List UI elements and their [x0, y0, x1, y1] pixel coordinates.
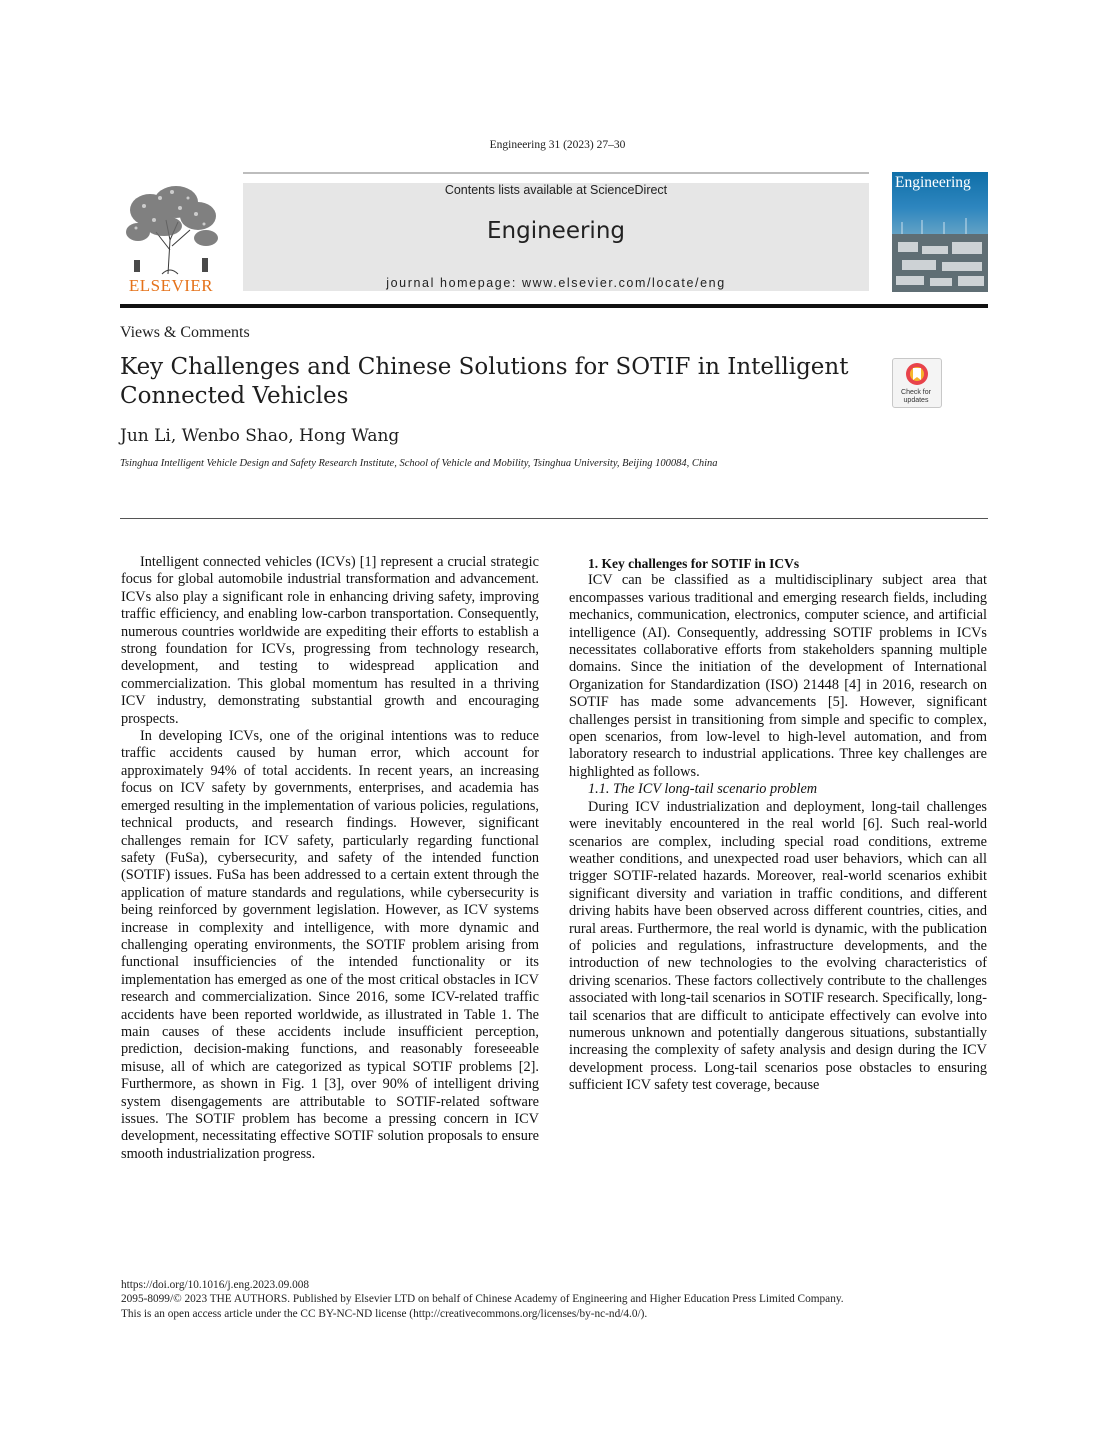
banner-top-rule — [243, 172, 869, 174]
author-affiliation: Tsinghua Intelligent Vehicle Design and Safety Research Institute, School of Vehicle and Mobility, Tsinghua University, Beijing 100084, China — [120, 458, 718, 469]
subsection-heading: 1.1. The ICV long-tail scenario problem — [588, 781, 818, 798]
license-line[interactable]: This is an open access article under the CC BY-NC-ND license (http://creativecommons.org/licenses/by-nc-nd/4.0/). — [121, 1307, 648, 1320]
section-heading: 1. Key challenges for SOTIF in ICVs — [588, 556, 800, 571]
footer — [121, 1278, 1001, 1321]
copyright-line: 2095-8099/© 2023 THE AUTHORS. Published by Elsevier LTD on behalf of Chinese Academy of Engineering and Higher Education Press Limited Company. — [121, 1293, 844, 1306]
paragraph: During ICV industrialization and deployment, long-tail challenges were inevitably encountered in the real world [6]. Such real-world scenarios are complex, including special road conditions, extreme weather conditions, and unexpected road user behaviors, which can all trigger SOTIF-related hazards. Moreover, real-world scenarios exhibit significant diversity and variation in traffic conditions, and different driving habits have been observed across different countries, cities, and rural areas. Furthermore, the real world is dynamic, with the publication of policies and regulations, infrastructure developments, and the introduction of new technologies to the evolving characteristics of driving scenarios. These factors collectively contribute to the challenges associated with long-tail scenarios in SOTIF research. Specifically, long-tail scenarios that are difficult to anticipate effectively can evolve into numerous unknown and potentially dangerous situations, substantially increasing the complexity of safety analysis and design during the ICV development process. Long-tail scenarios pose obstacles to ensuring sufficient ICV safety test coverage, because — [569, 798, 987, 1094]
article-title: Key Challenges and Chinese Solutions for SOTIF in Intelligent Connected Vehicles — [120, 354, 849, 409]
paragraph: In developing ICVs, one of the original intentions was to reduce traffic accidents caused by human error, which account for approximately 94% of total accidents. In recent years, an increasing focus on ICV safety by governments, enterprises, and academia has emerged resulting in the implementation of various policies, regulations, technical products, and research findings. However, significant challenges remain for ICV safety, particularly regarding functional safety (FuSa), cybersecurity, and safety of the intended function (SOTIF) issues. FuSa has been addressed to a certain extent through the application of mature standards and regulations, while cybersecurity is being reinforced by government legislation. However, as ICV systems increase in complexity and intelligence, with more dynamic and challenging operating environments, the SOTIF problem arising from functional insufficiencies of the intended functionality or its implementation has emerged as one of the most critical obstacles in ICV research and commercialization. Since 2016, some ICV-related traffic accidents have been reported worldwide, as illustrated in Table 1. The main causes of these accidents include insufficient perception, prediction, decision-making functions, and reasonably foreseeable misuse, all of which are categorized as typical SOTIF problems [2]. Furthermore, as shown in Fig. 1 [3], over 90% of intelligent driving system disengagements are attributable to SOTIF-related software issues. The SOTIF problem has become a pressing concern in ICV development, necessitating effective SOTIF solution proposals to ensure smooth industrialization progress. — [121, 728, 539, 1162]
bookmark-icon — [893, 359, 941, 389]
contents-available-line[interactable]: Contents lists available at ScienceDirect — [444, 183, 668, 197]
journal-reference: Engineering 31 (2023) 27–30 — [489, 139, 626, 151]
check-for-updates-label: Check for updates — [901, 389, 931, 404]
article-section-label: Views & Comments — [120, 324, 250, 341]
doi-link[interactable]: https://doi.org/10.1016/j.eng.2023.09.008 — [121, 1279, 310, 1291]
elsevier-wordmark: ELSEVIER — [128, 276, 214, 295]
cover-title: Engineering — [895, 174, 971, 191]
paragraph: ICV can be classified as a multidisciplinary subject area that encompasses various traditional and emerging research fields, including mechanics, communication, electronics, computer science, and artificial intelligence (AI). Consequently, addressing SOTIF problems in ICVs necessitates collaborative efforts from stakeholders spanning multiple domains. Since the initiation of the development of International Organization for Standardization (ISO) 21448 [4] in 2016, research on SOTIF has made some advancements [5]. However, significant challenges persist in transitioning from simple and specific to complex, open scenarios, from low-level to high-level automation, and from laboratory research to industrial applications. Three key challenges are highlighted as follows. — [569, 572, 987, 780]
journal-homepage-link[interactable]: journal homepage: www.elsevier.com/locate/eng — [386, 276, 726, 290]
header-rule — [120, 304, 988, 308]
left-column — [121, 554, 539, 1163]
paragraph: Intelligent connected vehicles (ICVs) [1] represent a crucial strategic focus for global automobile industrial transformation and advancement. ICVs also play a significant role in enhancing driving safety, improving traffic efficiency, and enabling low-carbon transportation. Consequently, numerous countries worldwide are expediting their efforts to establish a strong foundation for ICVs, progressing from technology research, development, and testing to widespread application and commercialization. This global momentum has resulted in a thriving ICV industry, demonstrating substantial growth and encouraging prospects. — [121, 554, 539, 727]
divider — [120, 518, 988, 519]
journal-name: Engineering — [487, 218, 625, 244]
article-authors: Jun Li, Wenbo Shao, Hong Wang — [120, 426, 400, 446]
right-column — [569, 555, 987, 1095]
